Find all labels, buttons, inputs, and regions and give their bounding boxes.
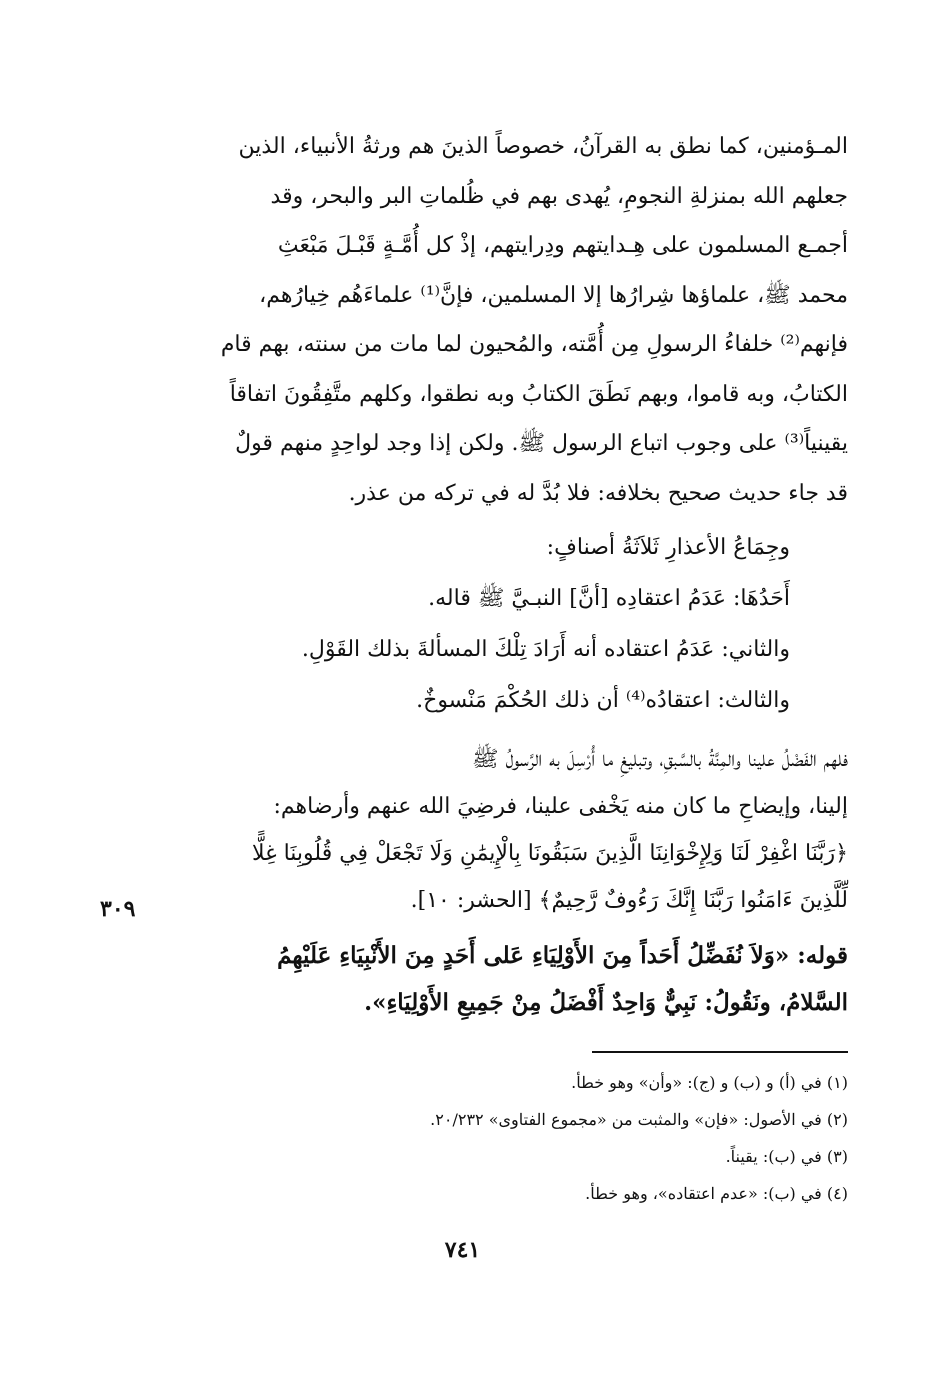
text-line: المـؤمنين، كما نطق به القرآنُ، خصوصاً الذينَ هم ورثةُ الأنبياء، الذين xyxy=(238,134,848,159)
main-paragraph-1 xyxy=(130,122,848,518)
margin-page-reference: ٣٠٩ xyxy=(100,896,136,922)
main-paragraph-2 xyxy=(130,736,848,924)
footnotes xyxy=(300,1064,848,1212)
page-number: ٧٤١ xyxy=(444,1237,481,1263)
footnote-divider xyxy=(592,1051,848,1053)
list-item: والثالث: اعتقادُه⁽⁴⁾ أن ذلك الحُكْمَ مَنْسوخٌ. xyxy=(416,688,790,713)
text-line: فلهم الفَضْلُ علينا والمِنَّةُ بالسَّبقِ، وتبليغِ ما أُرْسِلَ به الرَّسولُ ﷺ xyxy=(472,747,848,772)
footnote: (٢) في الأصول: «فإن» والمثبت من «مجموع الفتاوى» ٢٠/٢٣٢. xyxy=(430,1110,848,1129)
list-item: أَحَدُهَا: عَدَمُ اعتقادِه [أنَّ] النبـيَّ ﷺ قاله. xyxy=(428,586,790,611)
text-line: فإنهم⁽²⁾ خلفاءُ الرسولِ مِن أُمَّته، والمُحيون لما مات من سنته، بهم قام xyxy=(220,332,848,357)
quran-verse-line: لِّلَّذِينَ ءَامَنُوا رَبَّنَا إِنَّكَ رَءُوفٌ رَّحِيمٌ﴾ [الحشر: ١٠]. xyxy=(410,888,848,913)
text-line: محمد ﷺ، علماؤها شِرارُها إلا المسلمين، فإنَّ⁽¹⁾ علماءَهُم خِيارُهم، xyxy=(259,282,848,308)
text-line: جعلهم الله بمنزلةِ النجومِ، يُهدى بهم في ظُلماتِ البر والبحر، وقد xyxy=(270,183,848,209)
text-line: إلينا، وإيضاحِ ما كان منه يَخْفى علينا، فرضِيَ الله عنهم وأرضاهم: xyxy=(273,794,848,819)
text-line: قد جاء حديث صحيح بخلافه: فلا بُدَّ له في تركه من عذر. xyxy=(348,480,848,506)
footnote: (٣) في (ب): يقيناً. xyxy=(725,1147,848,1166)
footnote: (١) في (أ) و (ب) و (ج): «وأن» وهو خطأ. xyxy=(571,1073,848,1092)
footnote: (٤) في (ب): «عدم اعتقاده»، وهو خطأ. xyxy=(585,1184,848,1203)
text-line: السَّلامُ، ونَقُولُ: نَبِيٌّ وَاحِدٌ أَفْضَلُ مِنْ جَمِيعِ الأَوْلِيَاءِ». xyxy=(364,989,848,1016)
list-item: والثاني: عَدَمُ اعتقاده أنه أَرَادَ تِلْكَ المسألةَ بذلك القَوْلِ. xyxy=(301,637,790,662)
quran-verse-line: ﴿رَبَّنَا اغْفِرْ لَنَا وَلِإِخْوَانِنَا الَّذِينَ سَبَقُونَا بِالْإِيمَٰنِ وَلَا تَجْعَلْ فِي قُلُوبِنَا غِلًّا xyxy=(251,841,848,866)
list-heading: وجِمَاعُ الأعذارِ ثَلاَثَةُ أصنافٍ: xyxy=(546,535,790,560)
text-line: أجمـع المسلمون على هِـدايتهم ودِرايتهم، إذْ كل أُمَّـةٍ قَبْـلَ مَبْعَثِ xyxy=(277,233,848,258)
text-line: قوله: «وَلاَ نُفَضِّلُ أَحَداً مِنَ الأَوْلِيَاءِ عَلى أَحَدٍ مِنَ الأَنْبِيَاءِ عَلَيْهِمُ xyxy=(277,942,848,969)
text-line: يقينياً⁽³⁾ على وجوب اتباع الرسول ﷺ. ولكن إذا وجد لواحِدٍ منهم قولٌ xyxy=(235,431,848,456)
excuses-list xyxy=(130,522,790,726)
text-line: الكتابُ، وبه قاموا، وبهم نَطَقَ الكتابُ وبه نطقوا، وكلهم متَّفِقُونَ اتفاقاً xyxy=(229,381,848,407)
quoted-statement xyxy=(130,932,848,1026)
